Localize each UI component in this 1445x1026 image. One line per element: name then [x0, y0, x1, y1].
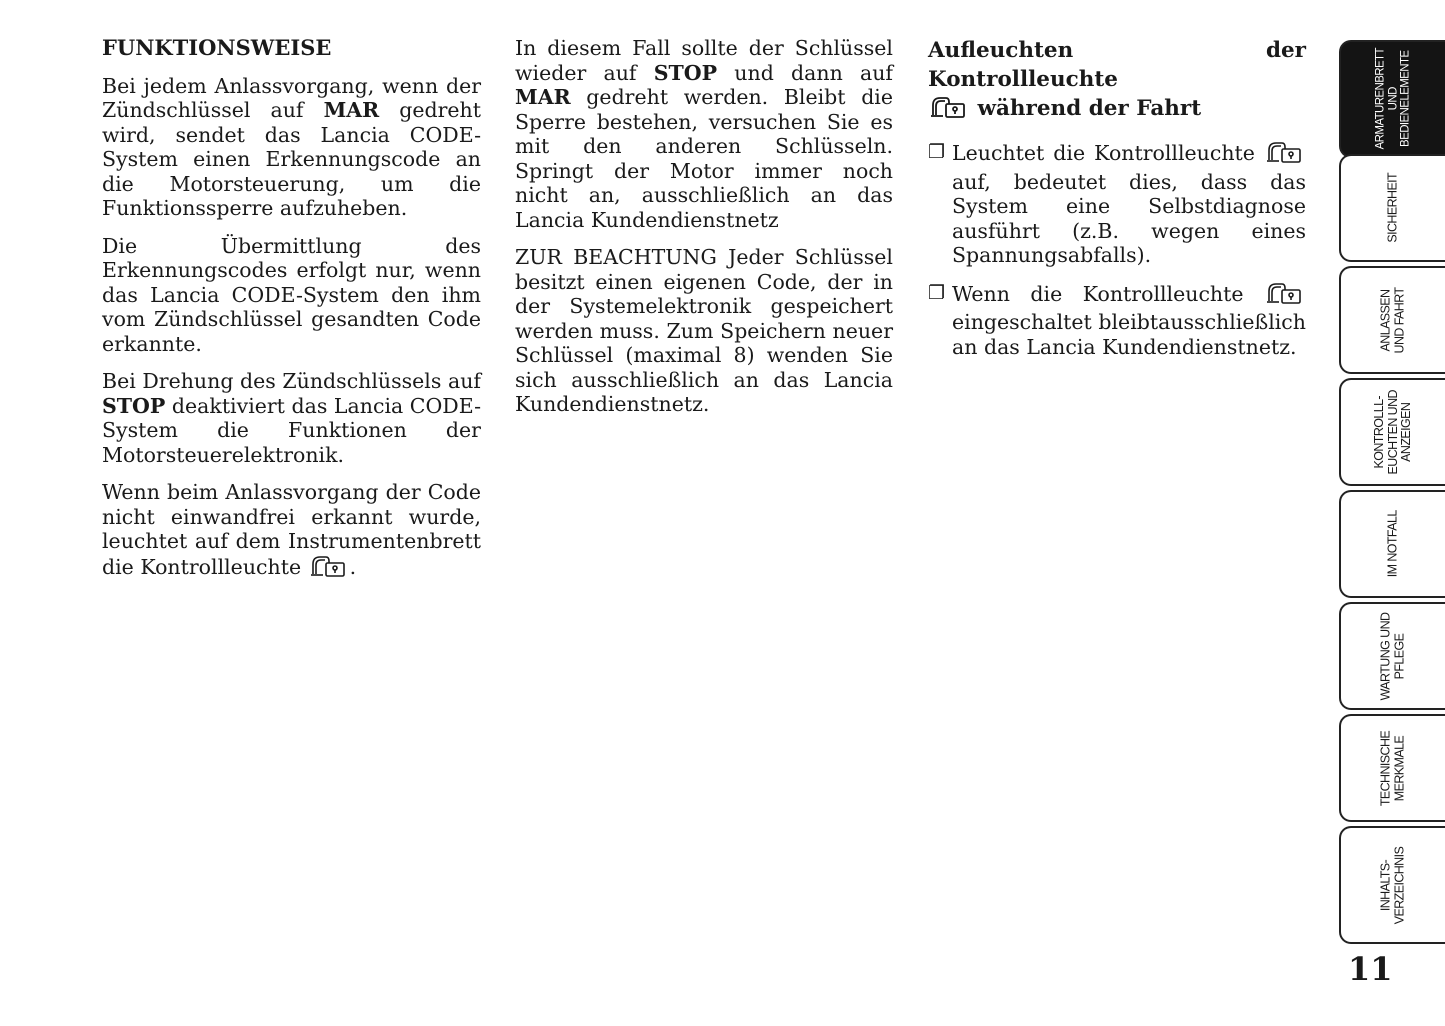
code-warning-light-icon [1266, 140, 1304, 170]
checkbox-bullet-icon: ❐ [928, 141, 946, 163]
tab-sicherheit[interactable]: SICHERHEIT [1339, 154, 1445, 262]
list-item: ❐ Wenn die Kontrollleuchte eingeschaltet bleibtausschließlich an das Lancia Kundendienstnetz. [928, 281, 1306, 359]
tab-technische-merkmale[interactable]: TECHNISCHE MERKMALE [1339, 714, 1445, 822]
code-warning-light-icon [930, 95, 968, 127]
tab-kontrollleuchten[interactable]: KONTROLLL- EUCHTEN UND ANZEIGEN [1339, 378, 1445, 486]
list-item: ❐ Leuchtet die Kontrollleuchte auf, bedeutet dies, dass das System eine Selbstdiagnose ausführt (z.B. wegen eines Spannungsabfalls). [928, 141, 1306, 267]
section-heading: Aufleuchten der Kontrollleuchte während der Fahrt [928, 36, 1306, 127]
paragraph: Die Übermittlung des Erkennungscodes erfolgt nur, wenn das Lancia CODE-System den ihm vom Zündschlüssel gesandten Code erkannte. [102, 233, 481, 356]
tab-inhaltsverzeichnis[interactable]: INHALTS- VERZEICHNIS [1339, 826, 1445, 944]
paragraph: Bei jedem Anlassvorgang, wenn der Zündschlüssel auf MAR gedreht wird, sendet das Lancia CODE-System einen Erkennungscode an die Motorsteuerung, um die Funktionssperre aufzuheben. [102, 73, 481, 220]
paragraph: Wenn beim Anlassvorgang der Code nicht einwandfrei erkannt wurde, leuchtet auf dem Instrumentenbrett die Kontrollleuchte . [102, 480, 481, 583]
tab-armaturenbrett[interactable]: ARMATURENBRETT UND BEDIENELEMENTE [1339, 40, 1445, 158]
column-left [102, 36, 481, 596]
page-number: 11 [1348, 950, 1393, 988]
paragraph: In diesem Fall sollte der Schlüssel wieder auf STOP und dann auf MAR gedreht werden. Bleibt die Sperre bestehen, versuchen Sie es mit den anderen Schlüsseln. Springt der Motor immer noch nicht an, ausschließlich an das Lancia Kundendienstnetz [515, 36, 893, 232]
tab-im-notfall[interactable]: IM NOTFALL [1339, 490, 1445, 598]
tab-wartung-und-pflege[interactable]: WARTUNG UND PFLEGE [1339, 602, 1445, 710]
section-heading: FUNKTIONSWEISE [102, 35, 332, 60]
code-warning-light-icon [1266, 281, 1304, 311]
column-right [928, 36, 1306, 372]
note-paragraph: ZUR BEACHTUNG Jeder Schlüssel besitzt einen eigenen Code, der in der Systemelektronik gespeichert werden muss. Zum Speichern neuer Schlüssel (maximal 8) wenden Sie sich ausschließlich an das Lancia Kundendienstnetz. [515, 245, 893, 416]
column-middle [515, 36, 893, 430]
code-warning-light-icon [310, 554, 348, 584]
tab-anlassen-und-fahrt[interactable]: ANLASSEN UND FAHRT [1339, 266, 1445, 374]
checkbox-bullet-icon: ❐ [928, 281, 946, 304]
paragraph: Bei Drehung des Zündschlüssels auf STOP deaktiviert das Lancia CODE-System die Funktionen der Motorsteuerelektronik. [102, 369, 481, 467]
